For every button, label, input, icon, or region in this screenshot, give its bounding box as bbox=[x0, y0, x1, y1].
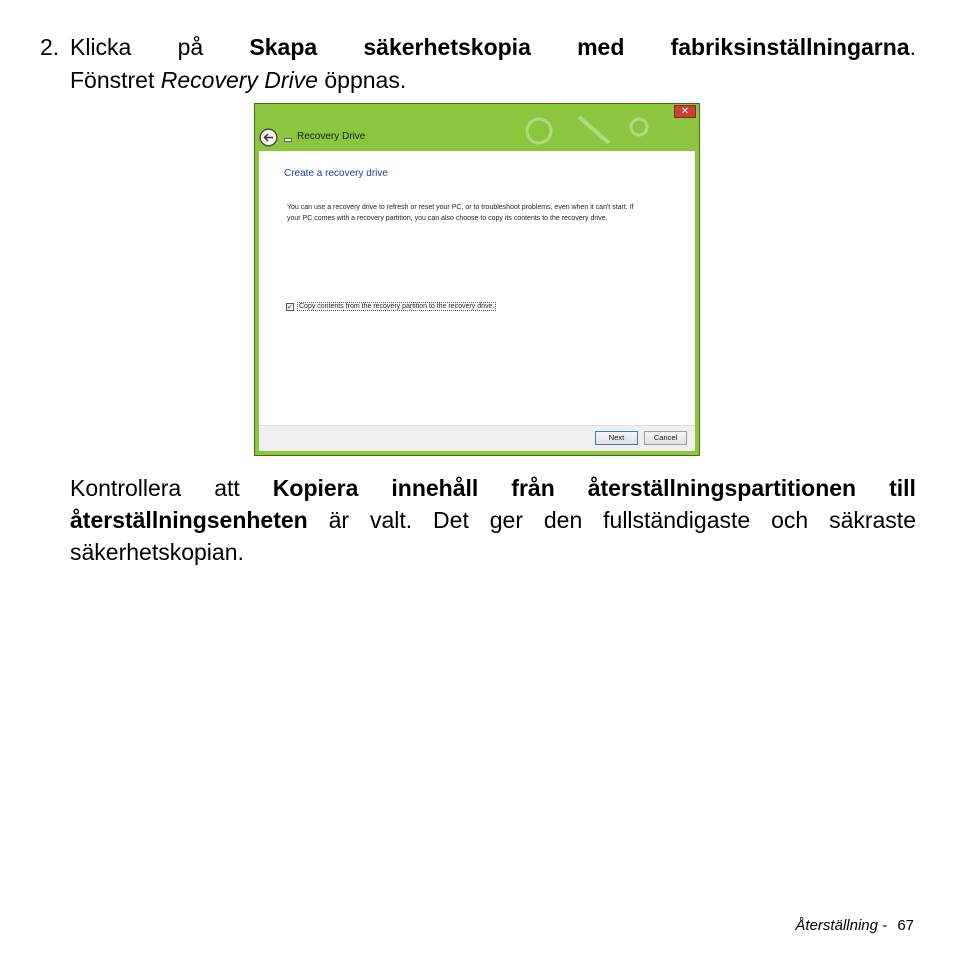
page-footer bbox=[795, 917, 914, 934]
word: att bbox=[214, 475, 240, 501]
paragraph-line-3: säkerhetskopian. bbox=[70, 539, 244, 565]
step-number: 2. bbox=[40, 34, 60, 60]
window-content bbox=[259, 151, 695, 426]
copy-contents-checkbox[interactable]: ✓ bbox=[287, 302, 293, 311]
paragraph-line-1 bbox=[70, 472, 916, 504]
window-name: Recovery Drive bbox=[160, 67, 318, 93]
word: på bbox=[177, 34, 204, 60]
word: fullständigaste bbox=[603, 507, 751, 533]
bold-word: fabriksinställningarna bbox=[670, 34, 910, 60]
cancel-button[interactable]: Cancel bbox=[644, 431, 687, 445]
page-number: 67 bbox=[897, 917, 914, 934]
window-heading: Create a recovery drive bbox=[284, 168, 388, 179]
period: . bbox=[909, 34, 916, 60]
word: är bbox=[328, 507, 350, 533]
window-footer bbox=[259, 425, 695, 451]
drive-icon bbox=[284, 138, 292, 142]
text: Fönstret bbox=[70, 67, 161, 93]
word: Klicka bbox=[70, 34, 132, 60]
section-name: Återställning - bbox=[795, 917, 888, 934]
close-button[interactable]: ✕ bbox=[674, 105, 696, 118]
word: ger bbox=[489, 507, 523, 533]
back-arrow-icon[interactable] bbox=[259, 128, 278, 147]
window-navbar bbox=[255, 121, 699, 151]
bold-word: säkerhetskopia bbox=[363, 34, 531, 60]
paragraph-line-2 bbox=[70, 504, 916, 536]
copy-contents-label[interactable]: Copy contents from the recovery partition to the recovery drive. bbox=[299, 303, 495, 310]
word: säkraste bbox=[829, 507, 916, 533]
text: öppnas. bbox=[317, 67, 407, 93]
bold-word: Kopiera bbox=[272, 475, 359, 501]
bold-word: med bbox=[577, 34, 625, 60]
bold-word: återställningspartitionen bbox=[587, 475, 857, 501]
copy-contents-option[interactable] bbox=[286, 302, 496, 311]
bold-word-with-period bbox=[671, 31, 916, 63]
bold-word: till bbox=[889, 475, 916, 501]
word: den bbox=[543, 507, 583, 533]
next-button[interactable]: Next bbox=[595, 431, 638, 445]
window-title: Recovery Drive bbox=[297, 131, 366, 142]
bold-word: från bbox=[511, 475, 555, 501]
word: Kontrollera bbox=[70, 475, 182, 501]
step-line-1 bbox=[70, 31, 916, 63]
word: valt. bbox=[369, 507, 413, 533]
step-line-2 bbox=[70, 64, 406, 96]
word: Det bbox=[433, 507, 469, 533]
recovery-drive-screenshot bbox=[254, 103, 700, 456]
word: och bbox=[771, 507, 809, 533]
window-description: You can use a recovery drive to refresh or reset your PC, or to troubleshoot problems, even when it can't start. If your PC comes with a recovery partition, you can also choose to copy its contents to the recovery drive. bbox=[287, 204, 634, 222]
bold-word: innehåll bbox=[391, 475, 479, 501]
bold-word: återställningsenheten bbox=[70, 507, 308, 533]
bold-word: Skapa bbox=[249, 34, 318, 60]
